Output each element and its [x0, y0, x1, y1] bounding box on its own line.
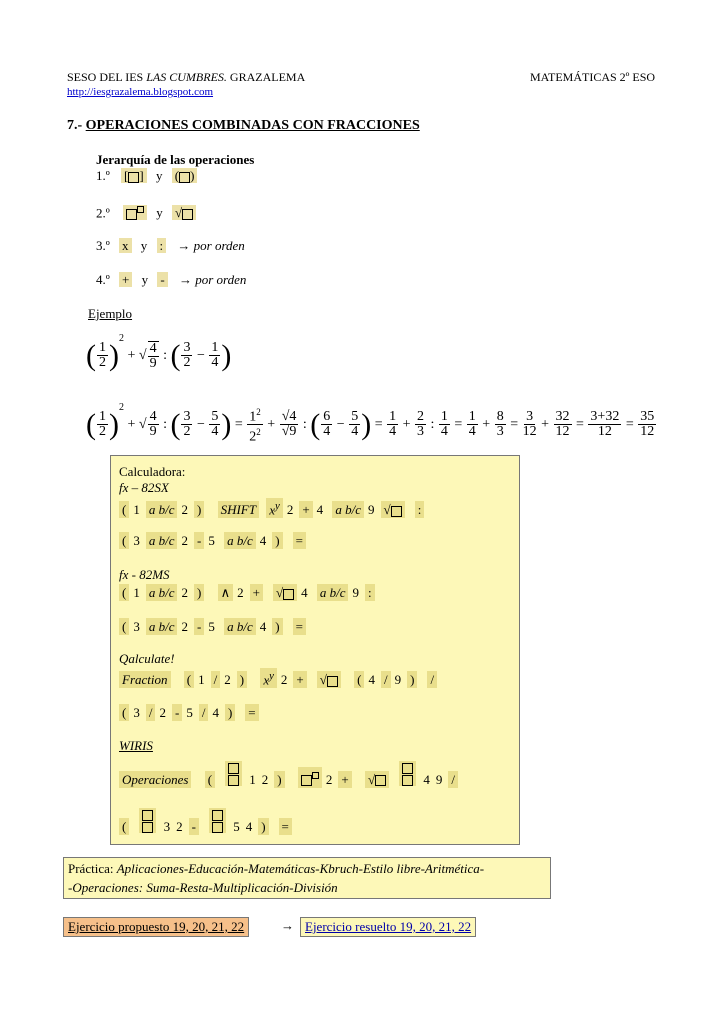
hierarchy-item-1	[96, 168, 197, 184]
section-title-text: OPERACIONES COMBINADAS CON FRACCIONES	[85, 118, 420, 133]
practica-text-2: -Operaciones: Suma-Resta-Multiplicación-División	[68, 880, 338, 895]
calc-wiris-label: WIRIS	[119, 738, 153, 753]
header-school: SESO DEL IES	[67, 70, 147, 84]
item-number: 2.º	[96, 205, 110, 221]
header-right: MATEMÁTICAS 2º ESO	[530, 70, 656, 84]
header-town: GRAZALEMA	[226, 70, 306, 84]
item-conj: y	[140, 238, 148, 253]
item-conj: y	[155, 168, 163, 183]
example-label: Ejemplo	[88, 306, 133, 321]
header-school-italic: LAS CUMBRES.	[146, 70, 227, 84]
header-link[interactable]: http://iesgrazalema.blogspot.com	[67, 86, 214, 98]
times-symbol: x	[119, 238, 132, 253]
practica-label: Práctica:	[68, 861, 117, 876]
fraction-key: Fraction	[119, 671, 171, 688]
calc-fx82sx-label: fx – 82SX	[119, 480, 169, 495]
hierarchy-item-3	[96, 238, 245, 254]
calc-qalculate-label: Qalculate!	[119, 651, 175, 666]
ejercicio-resuelto-link[interactable]: Ejercicio resuelto 19, 20, 21, 22	[300, 917, 476, 937]
hierarchy-item-2	[96, 203, 196, 221]
brackets-symbol: [ ]	[121, 168, 147, 183]
divide-symbol: :	[157, 238, 167, 253]
plus-symbol: +	[119, 272, 132, 287]
section-number: 7.-	[67, 118, 86, 133]
hierarchy-heading: Jerarquía de las operaciones	[96, 152, 255, 167]
item-conj: y	[141, 272, 149, 287]
section-title	[67, 118, 420, 134]
shift-key: SHIFT	[218, 501, 259, 518]
operaciones-key: Operaciones	[119, 771, 191, 788]
calc-fx82ms-row2: ( 3 a b/c 2 - 5 a b/c 4 ) =	[119, 618, 310, 635]
arrow-icon: →	[281, 918, 294, 933]
power-symbol	[123, 205, 147, 220]
calc-wiris-row1: Operaciones ( 1 2 ) 2 + √ 4 9 /	[119, 761, 462, 788]
calc-qalculate-row2: ( 3 / 2 - 5 / 4 ) =	[119, 704, 263, 721]
item-tail: → por orden	[178, 272, 247, 287]
ejercicio-propuesto-link[interactable]: Ejercicio propuesto 19, 20, 21, 22	[63, 917, 249, 937]
calculator-title: Calculadora:	[119, 464, 186, 479]
calc-fx82ms-row1: ( 1 a b/c 2 ) ∧ 2 + √ 4 a b/c 9 :	[119, 584, 379, 601]
item-number: 1.º	[96, 168, 110, 183]
calculator-panel	[110, 455, 520, 845]
calc-fx82ms-label: fx - 82MS	[119, 567, 170, 582]
minus-symbol: -	[157, 272, 167, 287]
example-solution: ( $\frac{1}{2}$ )$^2$ + √ $\frac{4}{9}$ : ( $\frac{3}{2}$ − $\frac{5}{4}$ ) = $\frac{1^2}{2^2}$ + $\frac{√4}{√9}$ : ( $\frac{6}{4}$ − $\frac{5}{4}$ ) = $\frac{1}{4}$ + $\frac{2}{3}$ : $\frac{1}{4}$ = $\frac{1}{4}$ + $\frac{8}{3}$ = $\frac{3}{12}$ + $\frac{32}{12}$ = $\frac{3+32}{12}$ = $\frac{35}{12}$	[86, 402, 655, 445]
practica-box	[63, 857, 551, 899]
calc-fx82sx-row2: ( 3 a b/c 2 - 5 a b/c 4 ) =	[119, 532, 310, 549]
calc-wiris-row2: ( 3 2 - 5 4 ) =	[119, 808, 296, 835]
item-tail: → por orden	[177, 238, 245, 253]
root-symbol: √	[172, 205, 196, 220]
header-left	[67, 70, 305, 85]
parens-symbol: ( )	[172, 168, 198, 183]
calc-fx82sx-row1: ( 1 a b/c 2 ) SHIFT $x^y$ 2 + 4 a b/c 9 √ :	[119, 498, 428, 518]
item-number: 3.º	[96, 238, 110, 253]
item-number: 4.º	[96, 272, 110, 287]
calc-qalculate-row1: Fraction ( 1 / 2 ) $x^y$ 2 + √ ( 4 / 9 ) /	[119, 668, 441, 688]
example-expression: ( $\frac{1}{2}$ )$^2$ + √ $\frac{4}{9}$ : ( $\frac{3}{2}$ − $\frac{1}{4}$ )	[86, 333, 232, 372]
item-conj: y	[156, 205, 163, 221]
hierarchy-item-4	[96, 272, 246, 288]
practica-text-1: Aplicaciones-Educación-Matemáticas-Kbruch-Estilo libre-Aritmética-	[116, 861, 485, 876]
